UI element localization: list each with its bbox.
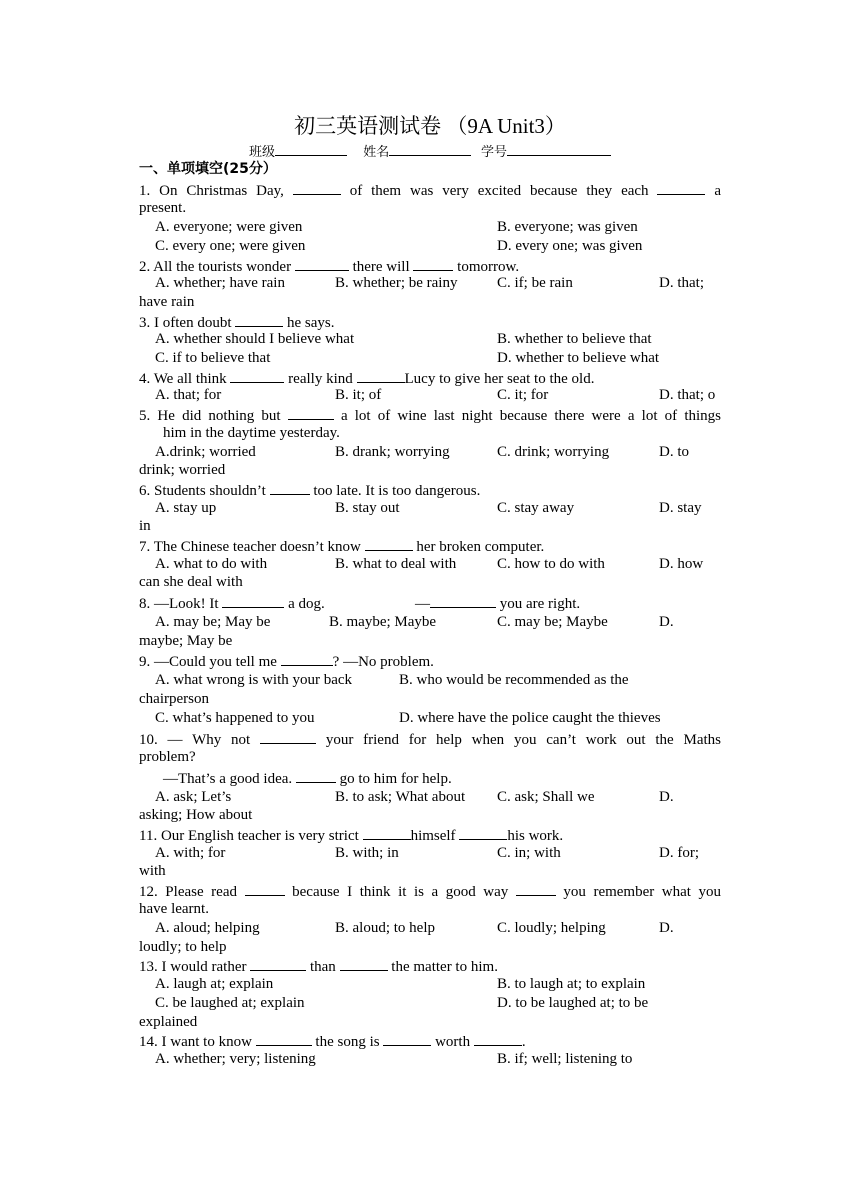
option-d[interactable]: D. for;	[659, 845, 699, 861]
option-d-cont: have rain	[139, 294, 195, 310]
option-b[interactable]: B. it; of	[335, 387, 382, 403]
question-12: 12. Please read because I think it is a good way you remember what you	[139, 881, 721, 900]
student-info	[0, 141, 860, 161]
question-5-cont: him in the daytime yesterday.	[163, 425, 340, 441]
q2-options	[139, 274, 721, 293]
option-b[interactable]: B. to laugh at; to explain	[497, 976, 646, 992]
option-a[interactable]: A. that; for	[155, 387, 222, 403]
option-b[interactable]: B. whether to believe that	[497, 331, 652, 347]
option-d[interactable]: D.	[659, 614, 674, 630]
option-b[interactable]: B. everyone; was given	[497, 219, 638, 235]
option-d-cont: maybe; May be	[139, 633, 233, 649]
q9-options-row2	[139, 709, 721, 728]
option-b[interactable]: B. to ask; What about	[335, 789, 466, 805]
question-7: 7. The Chinese teacher doesn’t know her broken computer.	[139, 536, 721, 555]
option-d-cont: with	[139, 863, 166, 879]
class-blank	[275, 141, 347, 156]
option-c[interactable]: C. may be; Maybe	[497, 614, 608, 630]
q6-options	[139, 499, 721, 518]
option-a[interactable]: A. everyone; were given	[155, 219, 303, 235]
option-c[interactable]: C. ask; Shall we	[497, 789, 595, 805]
option-a[interactable]: A. aloud; helping	[155, 920, 260, 936]
option-d-cont: explained	[139, 1014, 198, 1030]
q5-options	[139, 443, 721, 462]
question-11: 11. Our English teacher is very strict himself his work.	[139, 825, 721, 844]
option-a[interactable]: A. laugh at; explain	[155, 976, 274, 992]
option-b[interactable]: B. stay out	[335, 500, 400, 516]
q14-options	[139, 1050, 721, 1069]
question-12-cont: have learnt.	[139, 901, 209, 917]
number-blank	[507, 141, 611, 156]
q11-options	[139, 844, 721, 863]
option-a[interactable]: A. with; for	[155, 845, 226, 861]
option-d[interactable]: D. every one; was given	[497, 238, 643, 254]
option-c[interactable]: C. if; be rain	[497, 275, 573, 291]
question-4: 4. We all think really kind Lucy to give her seat to the old.	[139, 368, 721, 387]
option-d[interactable]: D. to	[659, 444, 689, 460]
option-b[interactable]: B. drank; worrying	[335, 444, 450, 460]
q10-options	[139, 788, 721, 807]
option-c[interactable]: C. loudly; helping	[497, 920, 606, 936]
question-10-reply: —That’s a good idea. go to him for help.	[163, 768, 745, 787]
option-a[interactable]: A. what wrong is with your back	[155, 672, 353, 688]
question-9: 9. —Could you tell me ? —No problem.	[139, 651, 721, 670]
option-b[interactable]: B. aloud; to help	[335, 920, 435, 936]
option-c[interactable]: C. it; for	[497, 387, 549, 403]
option-d-cont: asking; How about	[139, 807, 253, 823]
option-c[interactable]: C. in; with	[497, 845, 561, 861]
option-c[interactable]: C. be laughed at; explain	[155, 995, 305, 1011]
q13-options-row1	[139, 975, 721, 994]
q7-options	[139, 555, 721, 574]
option-d-cont: can she deal with	[139, 574, 243, 590]
q3-options-row1	[139, 330, 721, 349]
number-label: 学号	[481, 144, 508, 159]
option-b[interactable]: B. who would be recommended as the	[399, 672, 629, 688]
question-6: 6. Students shouldn’t too late. It is too dangerous.	[139, 480, 721, 499]
option-a[interactable]: A. whether; have rain	[155, 275, 285, 291]
q9-options-row1	[139, 671, 721, 690]
option-d[interactable]: D. whether to believe what	[497, 350, 660, 366]
option-d[interactable]: D. to be laughed at; to be	[497, 995, 649, 1011]
option-a[interactable]: A. ask; Let’s	[155, 789, 232, 805]
section-heading: 一、单项填空(25分）	[139, 161, 277, 177]
class-label: 班级	[248, 144, 275, 159]
option-c[interactable]: C. stay away	[497, 500, 575, 516]
option-d[interactable]: D. stay	[659, 500, 702, 516]
question-5: 5. He did nothing but a lot of wine last night because there were a lot of things	[139, 405, 721, 424]
name-label: 姓名	[363, 144, 390, 159]
page-title: 初三英语测试卷 （9A Unit3）	[294, 114, 566, 138]
question-1: 1. On Christmas Day, of them was very excited because they each a	[139, 180, 721, 199]
question-14: 14. I want to know the song is worth .	[139, 1031, 721, 1050]
option-a[interactable]: A. what to do with	[155, 556, 268, 572]
option-d-cont: drink; worried	[139, 462, 226, 478]
question-10: 10. — Why not your friend for help when you can’t work out the Maths	[139, 729, 721, 748]
name-blank	[389, 141, 471, 156]
option-d[interactable]: D. where have the police caught the thieves	[399, 710, 661, 726]
option-b[interactable]: B. what to deal with	[335, 556, 457, 572]
option-a[interactable]: A. stay up	[155, 500, 217, 516]
option-b[interactable]: B. whether; be rainy	[335, 275, 458, 291]
option-d-cont: loudly; to help	[139, 939, 227, 955]
option-a[interactable]: A.drink; worried	[155, 444, 256, 460]
q3-options-row2	[139, 349, 721, 368]
option-c[interactable]: C. if to believe that	[155, 350, 271, 366]
option-b-cont: chairperson	[139, 691, 209, 707]
question-10-cont: problem?	[139, 749, 196, 765]
option-d[interactable]: D. that;	[659, 275, 704, 291]
option-d[interactable]: D. that; o	[659, 387, 716, 403]
option-c[interactable]: C. what’s happened to you	[155, 710, 315, 726]
question-2: 2. All the tourists wonder there will tomorrow.	[139, 256, 721, 275]
q4-options	[139, 386, 721, 405]
q8-options	[139, 613, 721, 632]
option-d[interactable]: D.	[659, 920, 674, 936]
question-8: 8. —Look! It a dog. — you are right.	[139, 593, 721, 612]
option-d[interactable]: D. how	[659, 556, 704, 572]
option-b[interactable]: B. if; well; listening to	[497, 1051, 633, 1067]
question-3: 3. I often doubt he says.	[139, 312, 721, 331]
option-d[interactable]: D.	[659, 789, 674, 805]
option-a[interactable]: A. whether should I believe what	[155, 331, 355, 347]
option-d-cont: in	[139, 518, 151, 534]
option-a[interactable]: A. may be; May be	[155, 614, 271, 630]
option-c[interactable]: C. every one; were given	[155, 238, 306, 254]
q13-options-row2	[139, 994, 721, 1013]
question-1-cont: present.	[139, 200, 187, 216]
q1-options-row1	[139, 218, 721, 237]
question-13: 13. I would rather than the matter to him.	[139, 956, 721, 975]
option-b[interactable]: B. with; in	[335, 845, 399, 861]
q1-options-row2	[139, 237, 721, 256]
option-b[interactable]: B. maybe; Maybe	[329, 614, 437, 630]
option-a[interactable]: A. whether; very; listening	[155, 1051, 316, 1067]
option-c[interactable]: C. how to do with	[497, 556, 605, 572]
option-c[interactable]: C. drink; worrying	[497, 444, 610, 460]
q12-options	[139, 919, 721, 938]
